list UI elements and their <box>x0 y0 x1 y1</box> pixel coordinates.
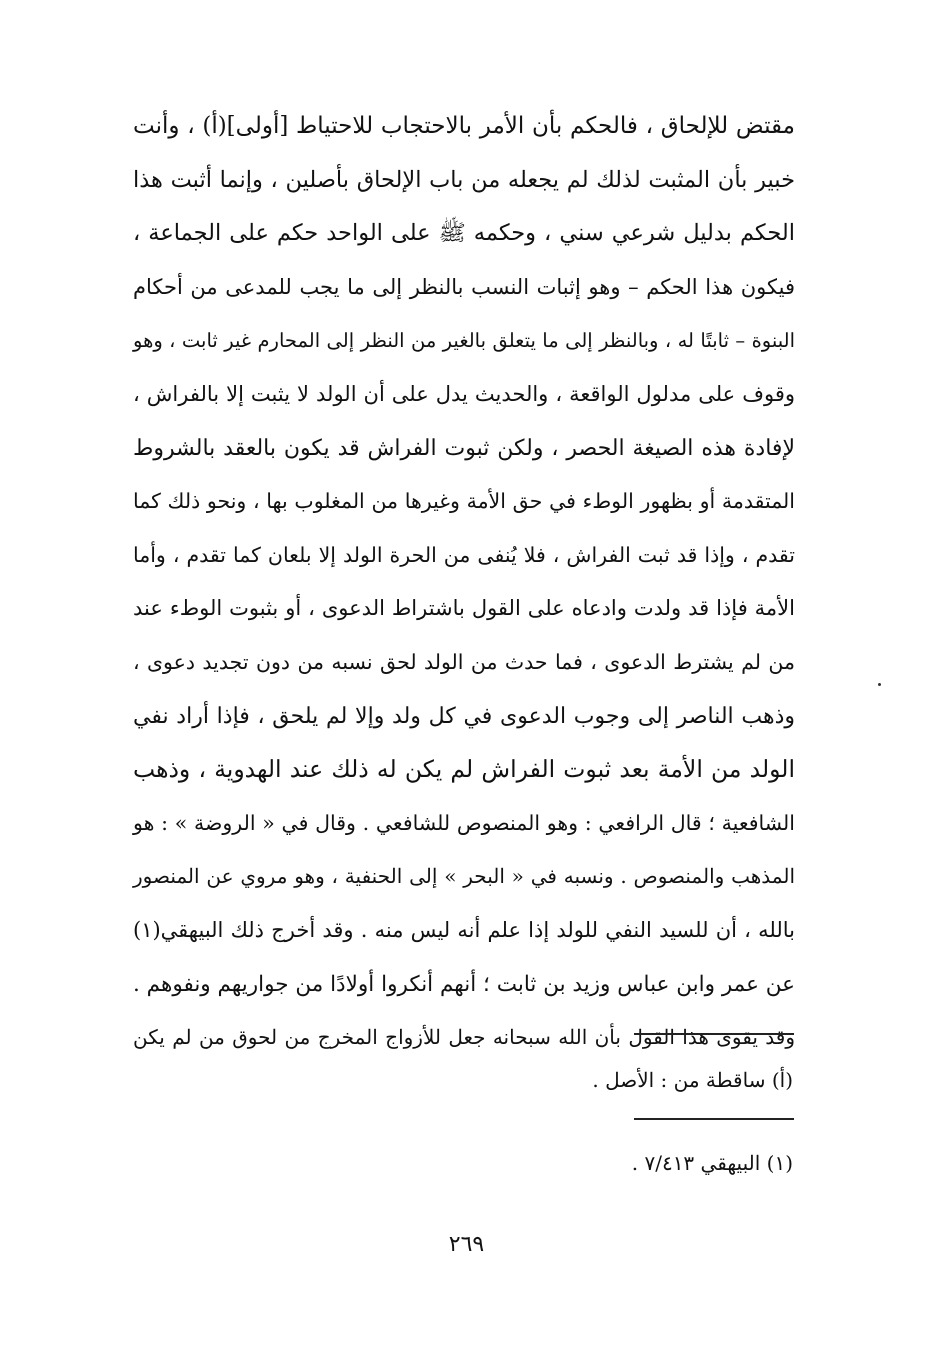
text-line: لإفادة هذه الصيغة الحصر ، ولكن ثبوت الفراش قد يكون بالعقد بالشروط <box>133 435 795 461</box>
page-number: ٢٦٩ <box>448 1232 485 1257</box>
text-line: وقد يقوى هذا القول بأن الله سبحانه جعل للأزواج المخرج من لحوق من لم يكن <box>133 1025 795 1050</box>
text-line: وذهب الناصر إلى وجوب الدعوى في كل ولد وإلا لم يلحق ، فإذا أراد نفي <box>133 703 795 729</box>
text-line: المتقدمة أو بظهور الوطء في حق الأمة وغيرها من المغلوب بها ، ونحو ذلك كما <box>133 489 795 514</box>
scan-speck <box>878 683 881 686</box>
text-line: من لم يشترط الدعوى ، فما حدث من الولد لحق نسبه من دون تجديد دعوى ، <box>133 649 795 674</box>
text-line: الشافعية ؛ قال الرافعي : وهو المنصوص للشافعي . وقال في « الروضة » : هو <box>133 810 795 835</box>
footnote-variant: (أ) ساقطة من : الأصل . <box>592 1068 793 1092</box>
text-line: مقتض للإلحاق ، فالحكم بأن الأمر بالاحتجاب للاحتياط [أولى](أ) ، وأنت <box>133 113 795 139</box>
text-line: الأمة فإذا قد ولدت وادعاه على القول باشتراط الدعوى ، أو بثبوت الوطء عند <box>133 596 795 621</box>
text-line: الحكم بدليل شرعي سني ، وحكمه ﷺ على الواحد حكم على الجماعة ، <box>133 220 795 247</box>
footnote-separator <box>634 1118 794 1120</box>
text-line: عن عمر وابن عباس وزيد بن ثابت ؛ أنهم أنكروا أولادًا من جواريهم ونفوهم . <box>133 971 795 997</box>
text-line: بالله ، أن للسيد النفي للولد إذا علم أنه ليس منه . وقد أخرج ذلك البيهقي(١) <box>133 917 795 942</box>
text-line: البنوة – ثابتًا له ، وبالنظر إلى ما يتعلق بالغير من النظر إلى المحارم غير ثابت ، وهو <box>133 329 795 353</box>
text-line: تقدم ، وإذا قد ثبت الفراش ، فلا يُنفى من الحرة الولد إلا بلعان كما تقدم ، وأما <box>133 542 795 567</box>
footnote-reference: (١) البيهقي ٧/٤١٣ . <box>631 1151 793 1175</box>
text-line: خبير بأن المثبت لذلك لم يجعله من باب الإلحاق بأصلين ، وإنما أثبت هذا <box>133 166 795 193</box>
footnote-separator <box>634 1033 794 1035</box>
text-line: وقوف على مدلول الواقعة ، والحديث يدل على أن الولد لا يثبت إلا بالفراش ، <box>133 381 795 406</box>
text-line: المذهب والمنصوص . ونسبه في « البحر » إلى الحنفية ، وهو مروي عن المنصور <box>133 864 795 889</box>
text-line: الولد من الأمة بعد ثبوت الفراش لم يكن له ذلك عند الهدوية ، وذهب <box>133 755 795 784</box>
body-text <box>133 100 795 1065</box>
text-line: فيكون هذا الحكم – وهو إثبات النسب بالنظر إلى ما يجب للمدعى من أحكام <box>133 274 795 299</box>
